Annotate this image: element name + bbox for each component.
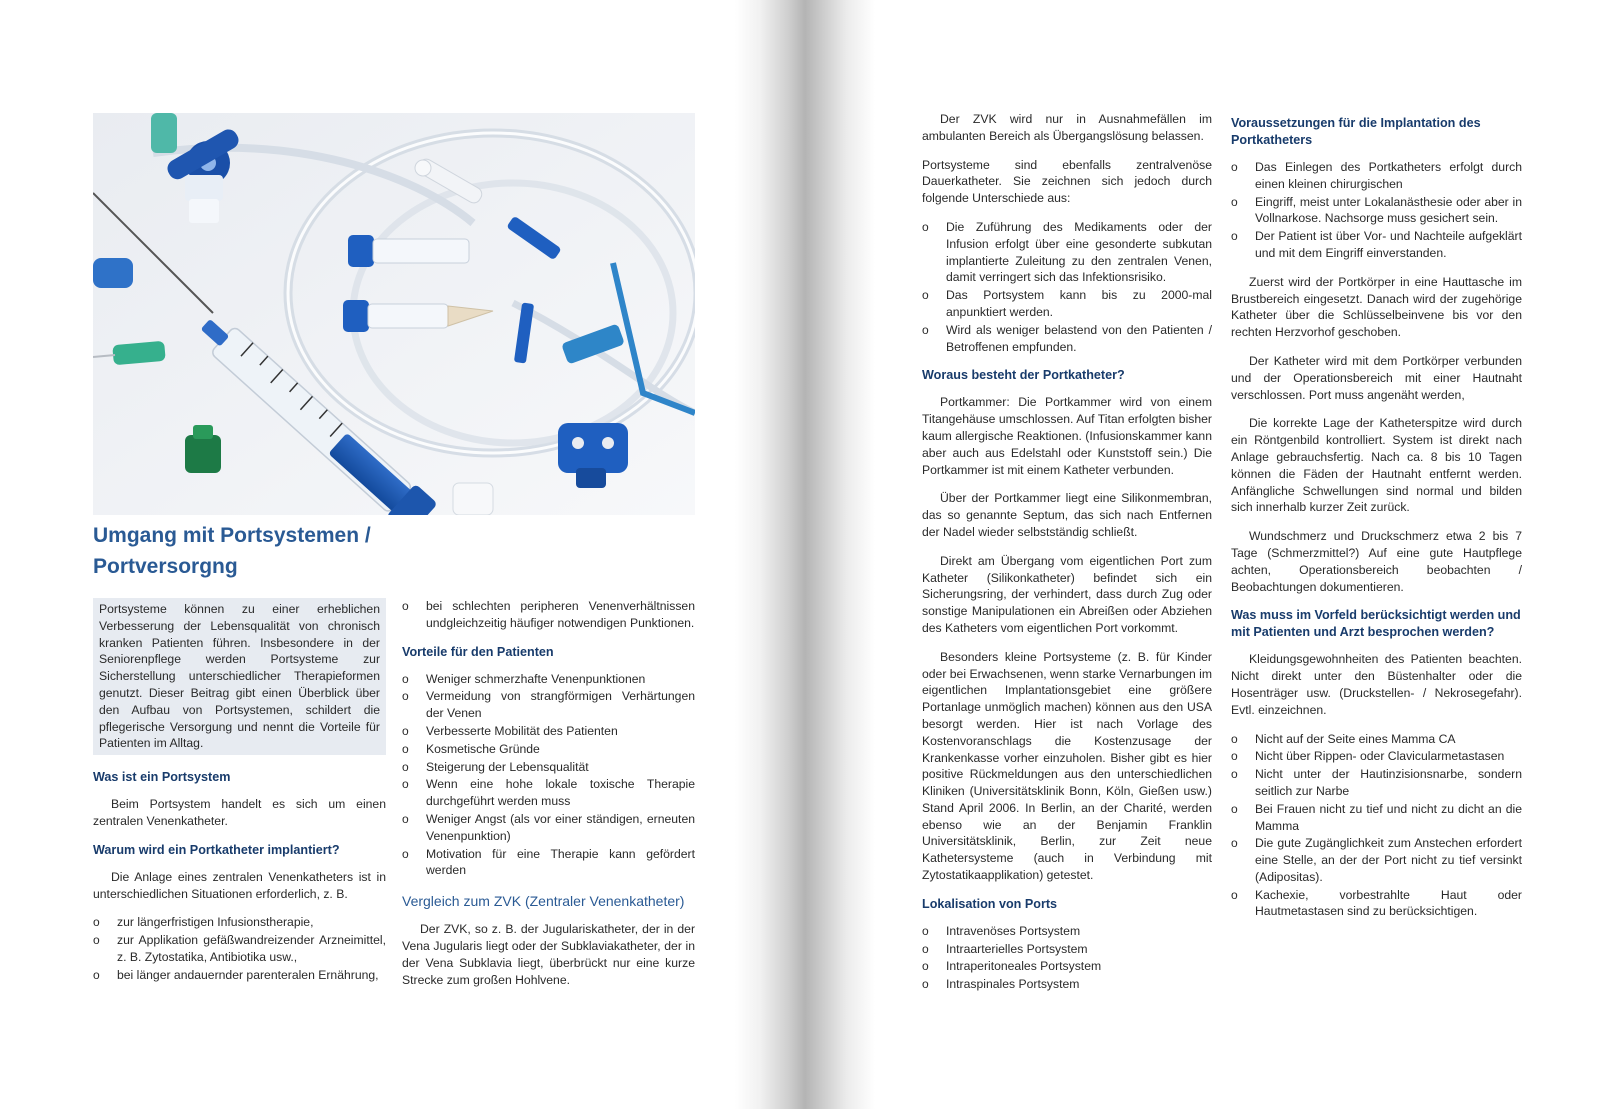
heading-woraus: Woraus besteht der Portkatheter? xyxy=(922,368,1125,383)
paragraph-lage: Die korrekte Lage der Katheterspitze wird durch ein Röntgenbild kontrolliert. System ist direkt nach Anlage gebrauchsfertig. Nach ca. 8 bis 10 Tagen können die Fäden der Hautnaht entfernt werden. Anfängliche Schwellungen sind normal und bilden sich innerhalb kurzer Zeit zurück. xyxy=(1231,416,1522,515)
paragraph-wundschmerz: Wundschmerz und Druckschmerz etwa 2 bis 7 Tage (Schmerzmittel?) Auf eine gute Hautpflege achten, Operationsbereich beobachten / Beobachtungen dokumentieren. xyxy=(1231,529,1522,594)
list-item: o Steigerung der Lebensqualität xyxy=(402,759,695,776)
list-voraussetzungen xyxy=(1231,159,1522,262)
list-item: o Die Zuführung des Medikaments oder der Infusion erfolgt über eine gesonderte subkutan implantierte Zuleitung zu den zentralen Venen, damit verringert sich das Infektionsrisiko. xyxy=(922,219,1212,286)
list-item: o Intravenöses Portsystem xyxy=(922,923,1212,940)
syringe-catheter-illustration xyxy=(93,113,695,515)
list-warum-continued xyxy=(402,598,695,632)
title-line-1: Umgang mit Portsystemen / xyxy=(93,524,371,547)
list-item: o Weniger schmerzhafte Venenpunktionen xyxy=(402,671,695,688)
list-item: o zur längerfristigen Infusionstherapie, xyxy=(93,914,386,931)
right-column-1 xyxy=(922,111,1212,1005)
left-column-1 xyxy=(93,598,386,996)
medical-equipment-photo xyxy=(93,113,695,515)
list-unterschiede xyxy=(922,219,1212,355)
paragraph-zuerst: Zuerst wird der Portkörper in eine Hauttasche im Brustbereich eingesetzt. Danach wird der zugehörige Katheter über die Schlüsselbeinvene bis vor den rechten Herzvorhof geschoben. xyxy=(1231,274,1522,340)
book-gutter-shadow xyxy=(735,0,875,1109)
right-column-2 xyxy=(1231,111,1522,932)
paragraph-warum: Die Anlage eines zentralen Venenkatheters ist in unterschiedlichen Situationen erforderlich, z. B. xyxy=(93,869,386,901)
list-item: o Kachexie, vorbestrahlte Haut oder Hautmetastasen sind zu berücksichtigen. xyxy=(1231,887,1522,921)
list-item: o Intraarterielles Portsystem xyxy=(922,941,1212,958)
heading-voraussetzungen: Voraussetzungen für die Implantation des Portkatheters xyxy=(1231,116,1481,147)
paragraph-portkammer: Portkammer: Die Portkammer wird von einem Titangehäuse umschlossen. Auf Titan erfolgten bisher kaum allergische Reaktionen. (Infusionskammer kann aber auch aus Edelstahl oder Kunststoff sein.) Die Portkammer ist mit einem Katheter verbunden. xyxy=(922,395,1212,477)
list-item: o zur Applikation gefäßwandreizender Arzneimittel, z. B. Zytostatika, Antibiotika usw., xyxy=(93,932,386,966)
heading-vorteile: Vorteile für den Patienten xyxy=(402,644,554,659)
list-item: o Intraperitoneales Portsystem xyxy=(922,958,1212,975)
list-vorteile xyxy=(402,671,695,880)
left-column-2 xyxy=(402,598,695,1000)
list-item: o Eingriff, meist unter Lokalanästhesie oder aber in Vollnarkose. Nachsorge muss gesichert sein. xyxy=(1231,194,1522,228)
list-item: o Motivation für eine Therapie kann gefördert werden xyxy=(402,846,695,880)
list-vorfeld xyxy=(1231,731,1522,921)
article-title xyxy=(93,520,473,582)
list-item: o Weniger Angst (als vor einer ständigen, erneuten Venenpunktion) xyxy=(402,811,695,845)
paragraph-klein: Besonders kleine Portsysteme (z. B. für Kinder oder bei Erwachsenen, wenn starke Vernarbungen im eigentlichen Implantationsgebiet eine größere Portanlage unmöglich machen) können aus den USA besorgt werden. Hier ist nach Vorlage des Kostenvoranschlags die Kostenzusage der Krankenkasse vorher einzuholen. Bisher gibt es hier positive Rückmeldungen aus den unterschiedlichen Kliniken (Universitätsklinik Bonn, Köln, Gießen usw.) Stand April 2006. In Berlin, an der Charité, werden ebenso wie an der Benjamin Franklin Universitätsklinik, Berlin, zur Zeit neue Kathetersysteme (auch in Verbindung mit Zytostatikaapplikation) getestet. xyxy=(922,649,1212,883)
list-item: o Wenn eine hohe lokale toxische Therapie durchgeführt werden muss xyxy=(402,776,695,810)
paragraph-kleidung: Kleidungsgewohnheiten des Patienten beachten. Nicht direkt unter den Büstenhalter oder die Hosenträger usw. (Druckstellen- / Nekrosegefahr). Evtl. einzeichnen. xyxy=(1231,652,1522,717)
list-item: o Wird als weniger belastend von den Patienten / Betroffenen empfunden. xyxy=(922,322,1212,356)
paragraph-katheter: Der Katheter wird mit dem Portkörper verbunden und der Operationsbereich mit einer Hautnaht verschlossen. Port muss angenäht werden, xyxy=(1231,353,1522,402)
list-item: o Nicht unter der Hautinzisionsnarbe, sondern seitlich zur Narbe xyxy=(1231,766,1522,800)
list-item: o bei länger andauernder parenteralen Ernährung, xyxy=(93,967,386,984)
intro-box: Portsysteme können zu einer erheblichen Verbesserung der Lebensqualität von chronisch kranken Patienten führen. Insbesondere in der Seniorenpflege werden Portsysteme zur Sicherstellung unterschiedlicher Therapieformen genutzt. Dieser Beitrag gibt einen Überblick über den Aufbau von Portsystemen, schildert die pflegerische Versorgung und nennt die Vorteile für Patienten im Alltag. xyxy=(93,598,386,755)
paragraph-direkt: Direkt am Übergang vom eigentlichen Port zum Katheter (Silikonkatheter) befindet sich ein Sicherungsring, der verhindert, dass durch Zug oder sonstige Manipulationen ein Abreißen oder Abziehen des Katheters vom eigentlichen Port vorkommt. xyxy=(922,553,1212,635)
list-item: o Nicht auf der Seite eines Mamma CA xyxy=(1231,731,1522,748)
paragraph-vergleich: Der ZVK, so z. B. der Jugulariskatheter, der in der Vena Jugularis liegt oder der Subklaviakatheter, der in der Vena Subklavia liegt, überbrückt nur eine kurze Strecke zum großen Hohlvene. xyxy=(402,922,695,987)
list-item: o Verbesserte Mobilität des Patienten xyxy=(402,723,695,740)
list-item: o Bei Frauen nicht zu tief und nicht zu dicht an die Mamma xyxy=(1231,801,1522,835)
list-item: o Vermeidung von strangförmigen Verhärtungen der Venen xyxy=(402,688,695,722)
paragraph-was-ist: Beim Portsystem handelt es sich um einen zentralen Venenkatheter. xyxy=(93,797,386,828)
list-item: o Intraspinales Portsystem xyxy=(922,976,1212,993)
paragraph-portsysteme: Portsysteme sind ebenfalls zentralvenöse Dauerkatheter. Sie zeichnen sich jedoch durch folgende Unterschiede aus: xyxy=(922,157,1212,206)
heading-lokalisation: Lokalisation von Ports xyxy=(922,896,1058,911)
list-warum xyxy=(93,914,386,983)
paragraph-silikon: Über der Portkammer liegt eine Silikonmembran, das so genannte Septum, das sich nach Entfernen der Nadel wieder selbstständig schließt. xyxy=(922,491,1212,539)
list-item: o Kosmetische Gründe xyxy=(402,741,695,758)
heading-warum: Warum wird ein Portkatheter implantiert? xyxy=(93,842,340,857)
heading-was-ist: Was ist ein Portsystem xyxy=(93,770,231,785)
paragraph-zvk: Der ZVK wird nur in Ausnahmefällen im ambulanten Bereich als Übergangslösung belassen. xyxy=(922,112,1212,143)
list-lokalisation xyxy=(922,923,1212,993)
list-item: o Das Einlegen des Portkatheters erfolgt durch einen kleinen chirurgischen xyxy=(1231,159,1522,193)
list-item: o bei schlechten peripheren Venenverhältnissen undgleichzeitig häufiger notwendigen Punktionen. xyxy=(402,598,695,632)
heading-vorfeld: Was muss im Vorfeld berücksichtigt werden und mit Patienten und Arzt besprochen werden? xyxy=(1231,608,1521,640)
list-item: o Die gute Zugänglichkeit zum Anstechen erfordert eine Stelle, an der der Port nicht zu tief versinkt (Adipositas). xyxy=(1231,835,1522,885)
list-item: o Das Portsystem kann bis zu 2000-mal anpunktiert werden. xyxy=(922,287,1212,321)
list-item: o Der Patient ist über Vor- und Nachteile aufgeklärt und mit dem Eingriff einverstanden. xyxy=(1231,228,1522,262)
list-item: o Nicht über Rippen- oder Clavicularmetastasen xyxy=(1231,748,1522,765)
heading-vergleich: Vergleich zum ZVK (Zentraler Venenkatheter) xyxy=(402,893,685,910)
title-line-2: Portversorgng xyxy=(93,555,238,578)
